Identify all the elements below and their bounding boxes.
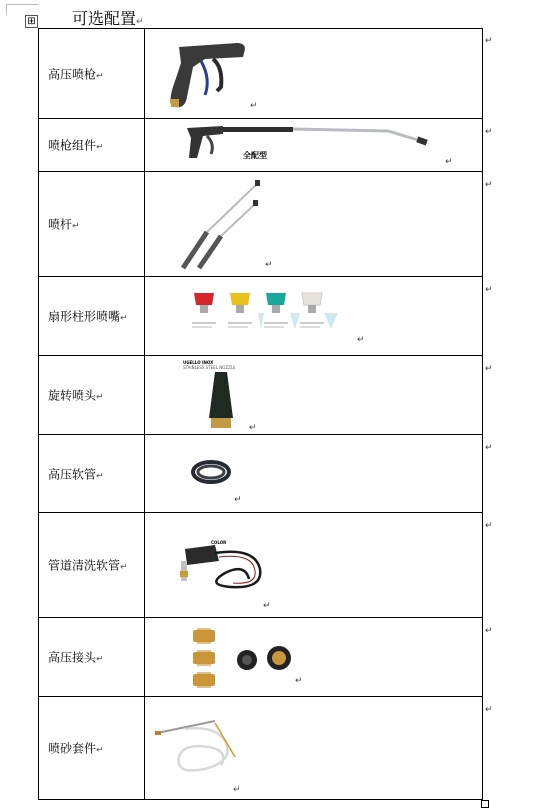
label-cell [39,356,145,434]
label-cell [39,277,145,355]
table-row [38,356,483,435]
row-label [48,465,104,482]
paragraph-mark: ↵ [96,471,104,481]
row-label [48,740,104,757]
label-cell [39,119,145,171]
row-label-text: 高压软管 [48,467,97,481]
row-label [48,137,104,154]
image-cell [145,277,482,355]
page-title-text: 可选配置 [72,9,137,28]
paragraph-mark: ↵ [357,335,365,345]
paragraph-mark: ↵ [249,423,257,433]
row-label [48,216,80,233]
table-row [38,618,483,697]
image-cell [145,435,482,512]
paragraph-mark: ↵ [265,260,273,270]
paragraph-mark: ↵ [250,101,258,111]
row-label [48,557,128,574]
paragraph-mark: ↵ [136,17,144,27]
image-cell [145,119,482,171]
label-cell [39,172,145,276]
row-end-mark: ↵ [485,36,493,46]
row-label-text: 管道清洗软管 [48,558,121,573]
paragraph-mark: ↵ [96,142,104,153]
sandblasting-kit-image [155,717,240,777]
pipe-cleaning-hose-image [175,539,270,599]
table-row [38,119,483,172]
row-end-mark: ↵ [485,364,493,374]
row-label-text: 扇形柱形喷嘴 [48,309,121,324]
fan-nozzles-image [190,289,350,349]
rotary-nozzle-image [203,370,239,432]
nozzle-red [192,293,216,327]
page-title [72,6,144,29]
table-row [38,513,483,618]
page-corner-mark [6,4,39,15]
row-end-mark: ↵ [485,705,493,715]
paragraph-mark: ↵ [96,392,104,403]
row-label [48,649,104,666]
row-label-text: 高压喷枪 [48,67,97,81]
paragraph-mark: ↵ [120,313,128,324]
rotary-caption-line2: STAINLESS STEEL NOZZLE [183,365,236,370]
table-row [38,172,483,277]
row-end-mark: ↵ [485,521,493,531]
table-row [38,28,483,119]
paragraph-mark: ↵ [96,745,104,756]
spray-lances-image [175,180,270,270]
image-cell [145,356,482,434]
assembly-caption: 全配型 [243,151,267,160]
row-end-mark: ↵ [485,180,493,190]
row-label-text: 旋转喷头 [48,388,97,403]
row-label [48,308,128,325]
paragraph-mark: ↵ [295,676,303,686]
row-label [48,387,104,404]
row-label-text: 高压接头 [48,650,97,665]
paragraph-mark: ↵ [233,785,241,795]
table-resize-handle[interactable] [481,800,489,808]
row-end-mark: ↵ [485,443,493,453]
label-cell [39,697,145,799]
rotary-caption-line1: UGELLO INOX [183,360,214,365]
pipe-hose-caption: COLOR [211,540,227,545]
row-label-text: 喷砂套件 [48,741,97,756]
paragraph-mark: ↵ [445,157,453,167]
label-cell [39,435,145,512]
spray-gun-image [165,37,255,112]
nozzle-white [300,293,338,329]
label-cell [39,29,145,118]
image-cell [145,618,482,696]
table-row [38,435,483,513]
label-cell [39,618,145,696]
paragraph-mark: ↵ [96,71,104,81]
image-cell [145,697,482,799]
image-cell [145,29,482,118]
row-end-mark: ↵ [485,285,493,295]
table-row [38,277,483,356]
paragraph-mark: ↵ [234,495,242,505]
row-end-mark: ↵ [485,626,493,636]
paragraph-mark: ↵ [120,562,128,573]
paragraph-mark: ↵ [263,601,271,611]
high-pressure-couplings-image [189,628,304,690]
paragraph-mark: ↵ [72,221,80,232]
image-cell [145,172,482,276]
row-end-mark: ↵ [485,127,493,137]
table-row [38,697,483,800]
row-label-text: 喷杆 [48,217,73,232]
spray-gun-lance-assembly-image [183,124,433,164]
high-pressure-hose-image [189,457,234,487]
image-cell [145,513,482,617]
label-cell [39,513,145,617]
nozzle-green [264,293,300,329]
nozzle-yellow [228,293,264,329]
table-move-handle-icon[interactable]: ⊞ [25,15,38,28]
row-label [48,65,104,82]
paragraph-mark: ↵ [96,654,104,665]
row-label-text: 喷枪组件 [48,138,97,153]
